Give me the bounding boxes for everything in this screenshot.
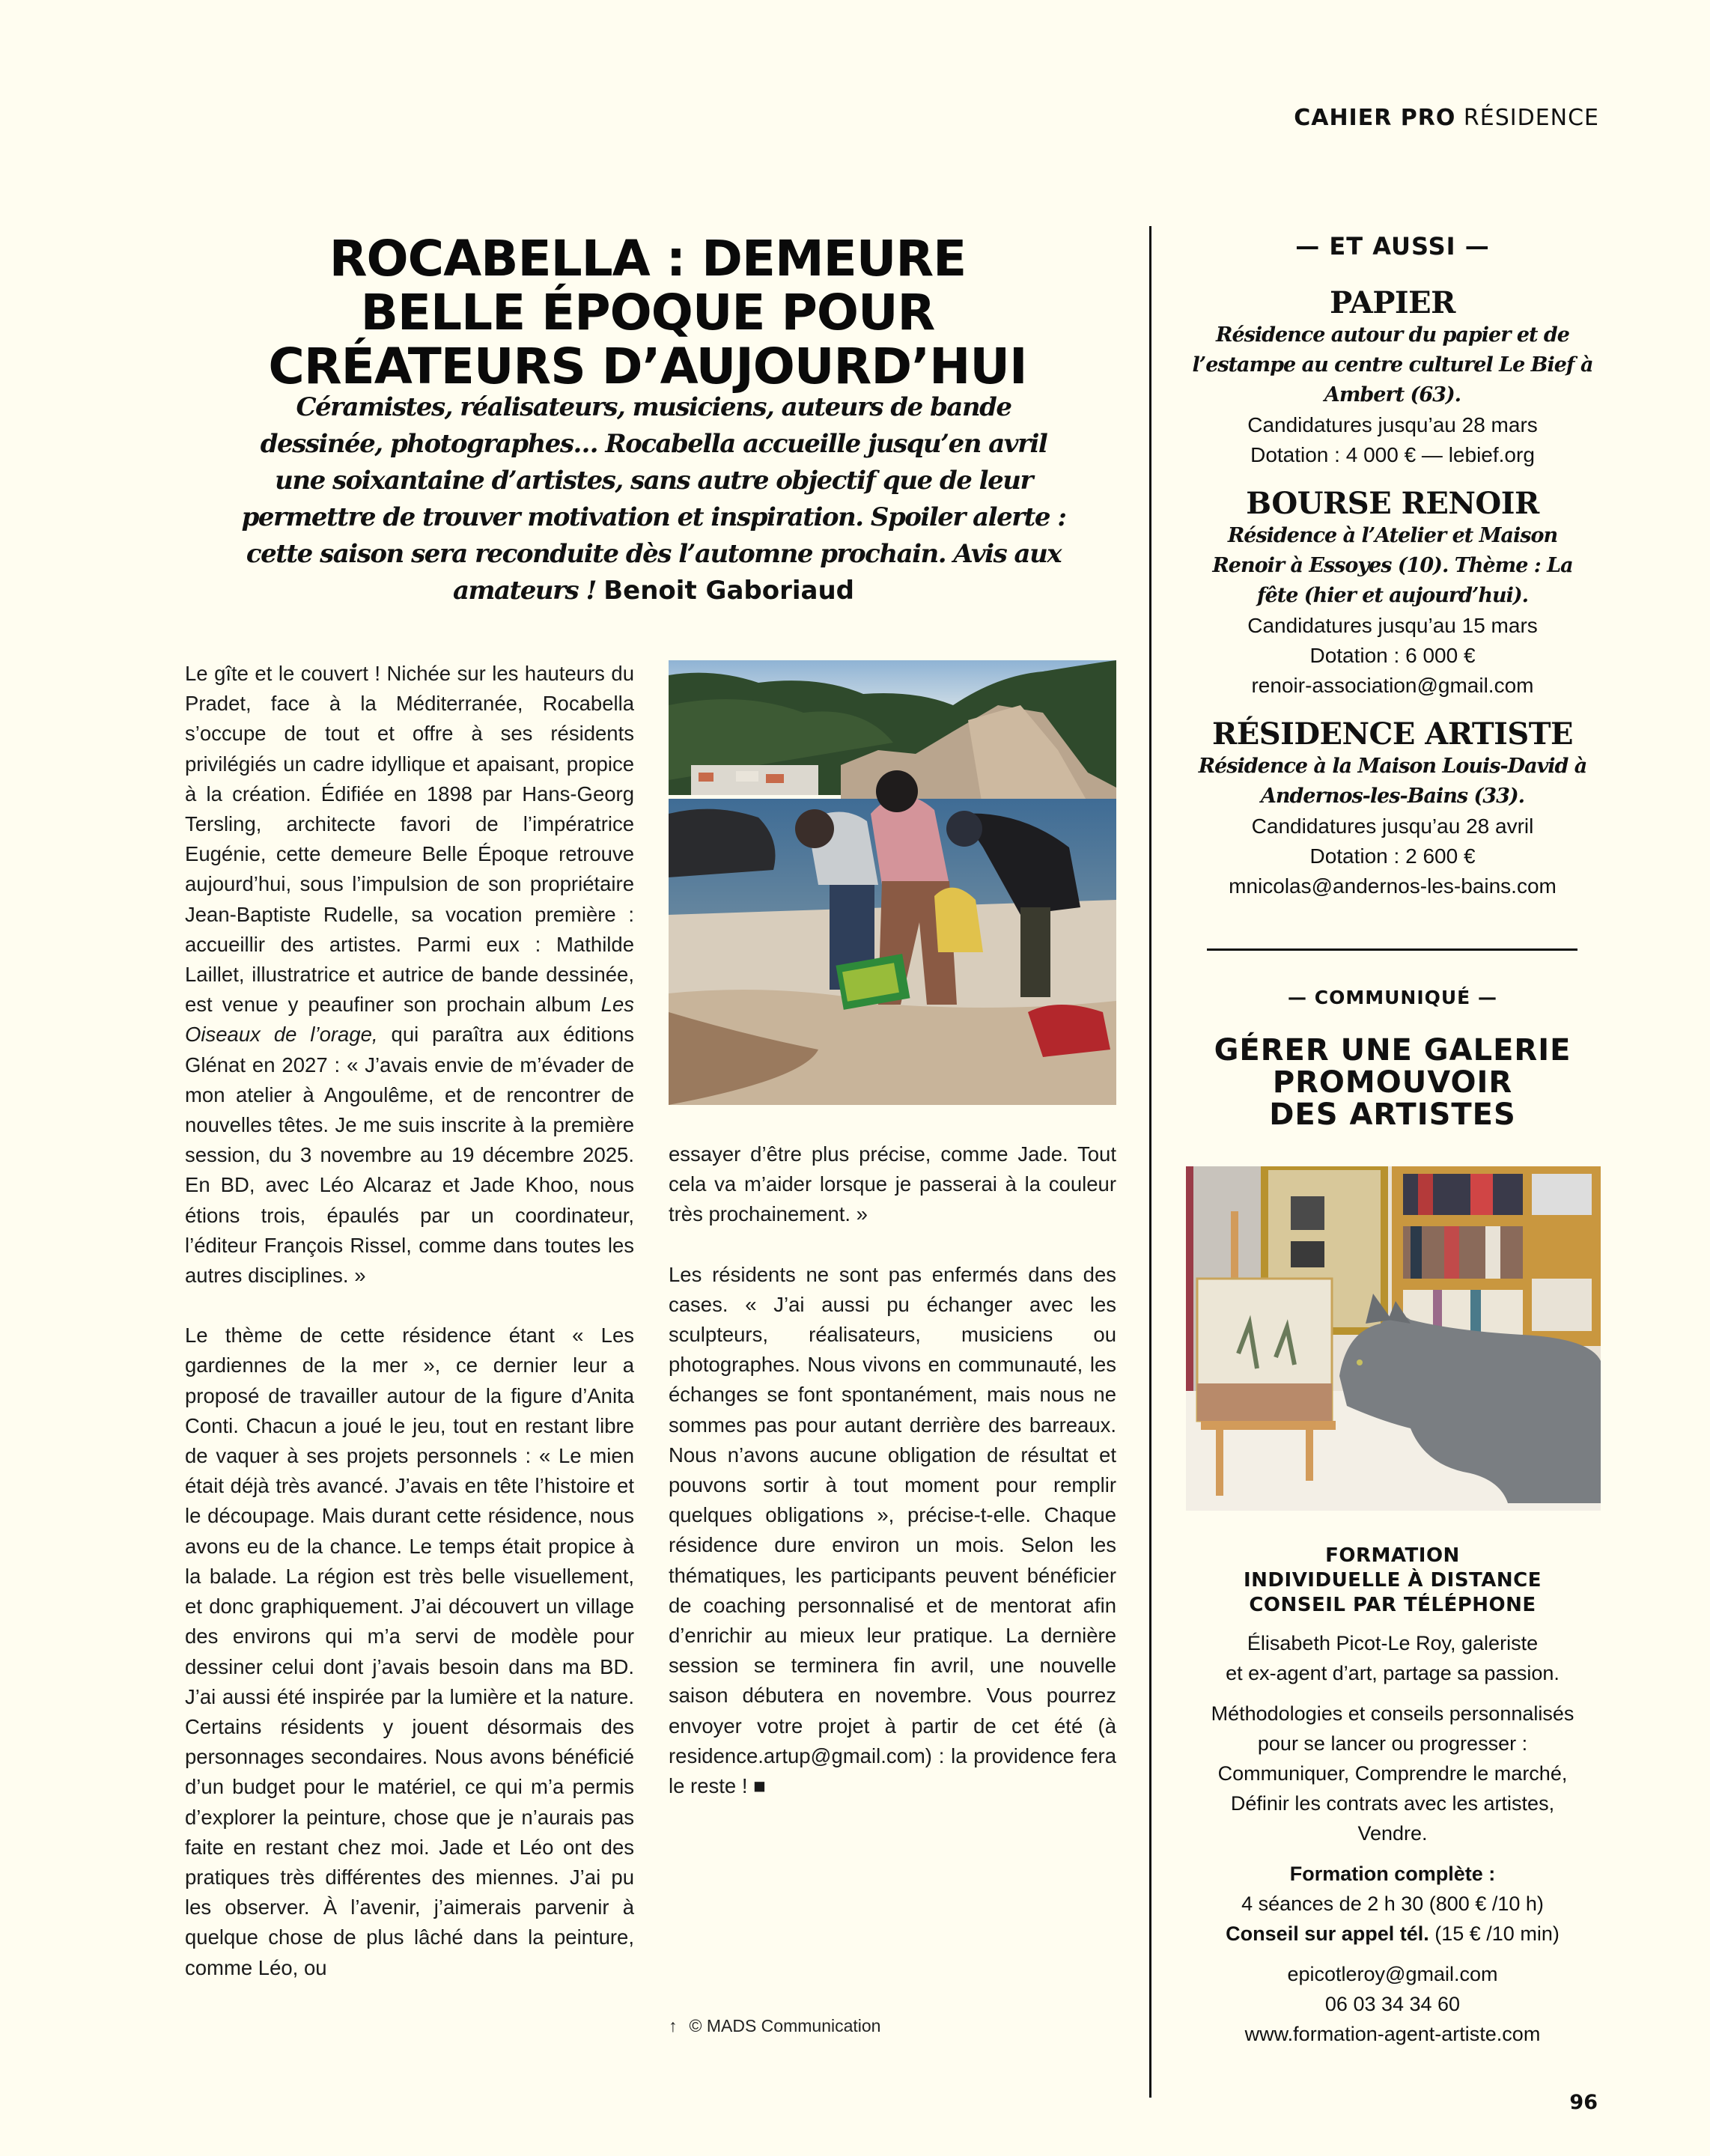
residency-listing [1190, 717, 1595, 901]
phone-advice-line [1168, 1919, 1617, 1949]
residency-description: Résidence à l’Atelier et Maison Renoir à Essoyes (10). Thème : La fête (hier et aujourd’hui). [1212, 524, 1573, 607]
title-line: ROCABELLA : DEMEURE [329, 230, 967, 287]
communique-kicker: — COMMUNIQUÉ — [1288, 987, 1497, 1008]
body-paragraph: Le thème de cette résidence étant « Les gardiennes de la mer », ce dernier leur a proposé de travailler autour de la figure d’Anita Conti. Chacun a joué le jeu, tout en restant libre de vaquer à ses projets personnels : « Le mien était déjà très avancé. J’avais en tête l’histoire et le découpage. Mais durant cette résidence, nous avons eu de la chance. Le temps était propice à la balade. La région est très belle visuellement, et donc graphiquement. J’ai découvert un village des environs qui m’a servi de modèle pour dessiner celui dont j’avais besoin dans ma BD. J’ai aussi été inspirée par la lumière et la nature. Certains résidents y jouent désormais des personnages secondaires. Nous avons bénéficié d’un budget pour le matériel, ce qui m’a permis d’explorer la peinture, chose que je n’aurais pas faite en restant chez moi. Jade et Léo ont des pratiques très différentes des miennes. J’ai pu les observer. À l’avenir, j’aimerais parvenir à quelque chose de plus lâché dans la peinture, comme Léo, ou [185, 1324, 634, 1979]
communique-title [1190, 1035, 1595, 1131]
residency-heading: BOURSE RENOIR [1246, 486, 1539, 521]
body-text: qui paraîtra aux éditions Glénat en 2027 : « J’avais envie de m’évader de mon atelier à Angoulême, et de rencontrer de nouvelles têtes. Je me suis inscrite à la première session, du 3 novembre au 19 décembre 2025. En BD, avec Léo Alcaraz et Jade Khoo, nous étions trois, épaulés par un coordinateur, l’éditeur François Rissel, comme dans toutes les autres disciplines. » [185, 1023, 634, 1288]
beach-scene-image [669, 660, 1116, 1105]
sidebar-kicker: — ET AUSSI — [1295, 232, 1490, 261]
column-divider [1149, 226, 1151, 2098]
full-training-detail: 4 séances de 2 h 30 (800 € /10 h) [1241, 1892, 1544, 1915]
title-line: BELLE ÉPOQUE POUR [360, 284, 935, 341]
standfirst-text: Céramistes, réalisateurs, musiciens, auteurs de bande dessinée, photographes… Rocabella accueille jusqu’en avril une soixantaine d’artistes, sans autre objectif que de leur permettre de trouver motivation et inspiration. Spoiler alerte : cette saison sera reconduite dès l’automne prochain. Avis aux amateurs ! [241, 392, 1066, 606]
residency-listing [1190, 286, 1595, 470]
formation-method-line: Communiquer, Comprendre le marché, [1217, 1762, 1568, 1785]
formation-method-line: pour se lancer ou progresser : [1257, 1732, 1528, 1755]
residency-deadline: Candidatures jusqu’au 28 mars [1247, 413, 1538, 436]
cat-easel-image [1186, 1166, 1601, 1511]
residency-description: Résidence à la Maison Louis-David à Andernos-les-Bains (33). [1198, 755, 1587, 808]
formation-method-line: Vendre. [1357, 1822, 1428, 1845]
full-training-label: Formation complète : [1289, 1863, 1496, 1885]
body-text: Les résidents ne sont pas enfermés dans des cases. « J’ai aussi pu échanger avec les sculpteurs, réalisateurs, musiciens ou photographes. Nous vivons en communauté, les échanges se font spontanément, mais nous ne sommes pas pour autant derrière des barreaux. Nous n’avons aucune obligation de résultat et pouvons sortir à tout moment pour remplir quelques obligations », précise-t-elle. Chaque résidence dure environ un mois. Selon les thématiques, les participants peuvent bénéficier de coaching personnalisé et de mentorat afin d’enrichir au mieux leur pratique. La dernière session se terminera fin avril, une nouvelle saison débutera en novembre. Vous pourrez envoyer votre projet à partir de cet été (à residence.artup@gmail.com) : la providence fera le reste ! [669, 1262, 1116, 1798]
residency-deadline: Candidatures jusqu’au 15 mars [1247, 614, 1538, 637]
title-line: CRÉATEURS D’AUJOURD’HUI [268, 338, 1027, 395]
sidebar-divider [1207, 948, 1577, 951]
residency-heading: RÉSIDENCE ARTISTE [1211, 716, 1573, 752]
communique-photo-cat [1186, 1166, 1601, 1511]
photo-credit [669, 2016, 880, 2036]
communique-title-line: DES ARTISTES [1269, 1097, 1516, 1132]
residency-contact-email[interactable]: mnicolas@andernos-les-bains.com [1229, 874, 1557, 898]
end-of-article-mark: ■ [753, 1774, 766, 1798]
article-title [225, 232, 1071, 394]
formation-intro-line: et ex-agent d’art, partage sa passion. [1226, 1662, 1560, 1684]
phone-advice-price: (15 € /10 min) [1428, 1922, 1560, 1945]
contact-email[interactable]: epicotleroy@gmail.com [1287, 1963, 1498, 1985]
formation-heading-line: CONSEIL PAR TÉLÉPHONE [1249, 1594, 1536, 1616]
residency-endowment[interactable]: Dotation : 4 000 € — lebief.org [1250, 443, 1535, 466]
article-standfirst [238, 389, 1069, 609]
article-column-1 [185, 659, 634, 2013]
residency-description: Résidence autour du papier et de l’estampe au centre culturel Le Bief à Ambert (63). [1192, 323, 1593, 406]
arrow-up-icon: ↑ [669, 2016, 678, 2035]
formation-method-line: Méthodologies et conseils personnalisés [1211, 1702, 1574, 1725]
residency-deadline: Candidatures jusqu’au 28 avril [1251, 814, 1534, 838]
book-title: Les Oiseaux de l’orage, [185, 993, 634, 1047]
author-byline: Benoit Gaboriaud [603, 576, 854, 606]
body-paragraph [669, 1260, 1116, 1802]
body-text: Le gîte et le couvert ! Nichée sur les hauteurs du Pradet, face à la Méditerranée, Rocabella s’occupe de tout et offre à ses résidents privilégiés un cadre idyllique et apaisant, propice à la création. Édifiée en 1898 par Hans-Georg Tersling, architecte favori de l’impératrice Eugénie, cette demeure Belle Époque retrouve aujourd’hui, sous l’impulsion de son propriétaire Jean-Baptiste Rudelle, sa vocation première : accueillir des artistes. Parmi eux : Mathilde Laillet, illustratrice et autrice de bande dessinée, est venue y peaufiner son prochain album [185, 662, 634, 1017]
formation-intro-line: Élisabeth Picot-Le Roy, galeriste [1247, 1632, 1539, 1654]
page-number: 96 [1569, 2091, 1598, 2114]
body-paragraph: essayer d’être plus précise, comme Jade. Tout cela va m’aider lorsque je passerai à la couleur très prochainement. » [669, 1142, 1116, 1226]
residency-heading: PAPIER [1330, 285, 1455, 320]
sidebar-et-aussi [1190, 232, 1595, 918]
residency-listing [1190, 487, 1595, 701]
residency-contact-email[interactable]: renoir-association@gmail.com [1251, 674, 1534, 697]
article-photo-beach [669, 660, 1116, 1105]
article-column-2 [669, 1139, 1116, 1831]
contact-website[interactable]: www.formation-agent-artiste.com [1244, 2023, 1541, 2045]
residency-endowment: Dotation : 6 000 € [1309, 644, 1476, 667]
formation-heading-line: FORMATION [1325, 1544, 1460, 1567]
formation-heading [1168, 1544, 1617, 1618]
communique-title-line: GÉRER UNE GALERIE [1214, 1033, 1571, 1068]
photo-credit-text: © MADS Communication [689, 2016, 881, 2035]
formation-method-line: Définir les contrats avec les artistes, [1230, 1792, 1555, 1815]
running-head [1294, 105, 1599, 131]
communique-title-line: PROMOUVOIR [1272, 1065, 1513, 1100]
phone-advice-label: Conseil sur appel tél. [1226, 1922, 1429, 1945]
residency-endowment: Dotation : 2 600 € [1309, 844, 1476, 868]
subsection-label: RÉSIDENCE [1463, 105, 1599, 131]
formation-ad [1168, 1544, 1617, 2049]
section-label: CAHIER PRO [1294, 105, 1456, 131]
body-paragraph [185, 659, 634, 1291]
contact-phone[interactable]: 06 03 34 34 60 [1324, 1993, 1461, 2015]
formation-heading-line: INDIVIDUELLE À DISTANCE [1244, 1569, 1542, 1592]
